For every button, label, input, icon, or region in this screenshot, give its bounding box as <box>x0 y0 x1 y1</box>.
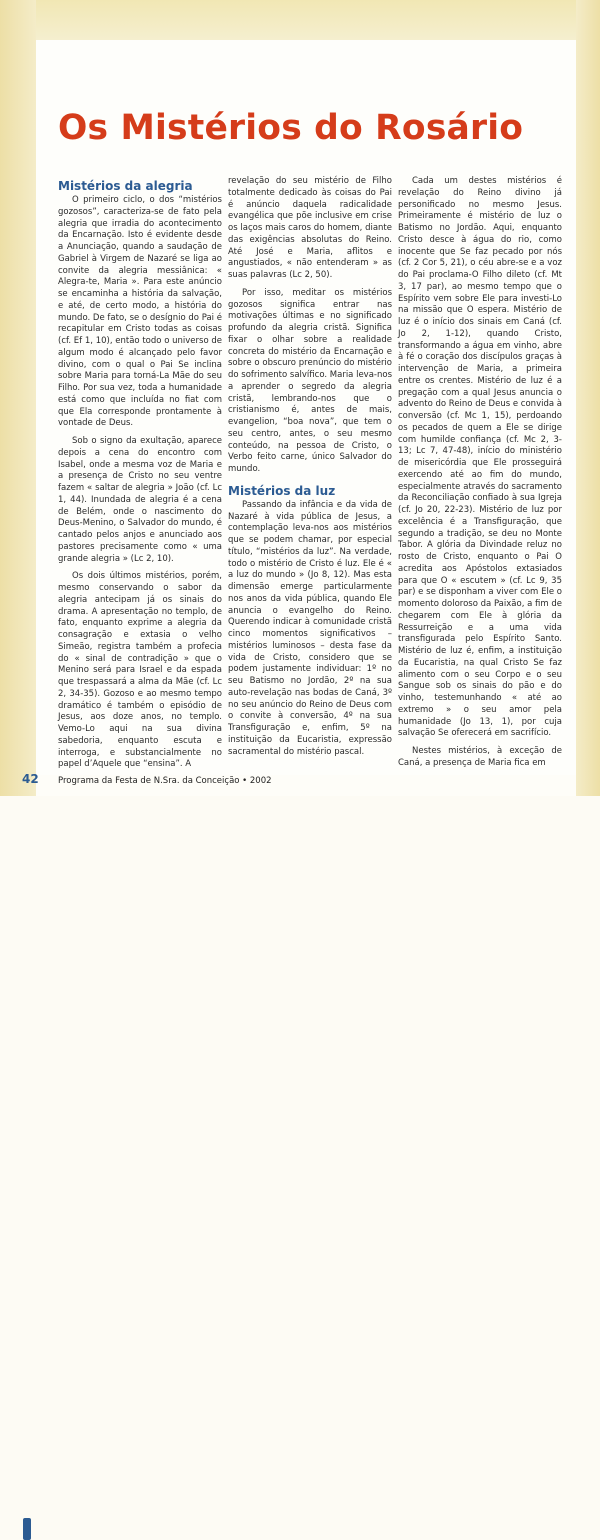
paragraph: revelação do seu mistério de Filho totalmente dedicado às coisas do Pai é anúncio daquela radicalidade evangélica que põe inclusive em crise os laços mais caros do homem, diante das exigências absolutas do Reino. Até José e Maria, aflitos e angustiados, « não entenderam » as suas palavras (Lc 2, 50). <box>228 176 392 280</box>
text-column-2 <box>228 176 392 764</box>
page-tab-marker-icon <box>20 1518 34 1540</box>
left-decorative-band <box>0 0 36 796</box>
section-heading-luz: Mistérios da luz <box>228 483 336 498</box>
paragraph: Passando da infância e da vida de Nazaré à vida pública de Jesus, a contemplação leva-nos aos mistérios que se podem chamar, por especial título, “mistérios da luz”. Na verdade, todo o mistério de Cristo é luz. Ele é « a luz do mundo » (Jo 8, 12). Mas esta dimensão emerge particularmente nos anos da vida pública, quando Ele anuncia o evangelho do Reino. Querendo indicar à comunidade cristã cinco momentos significativos – mistérios luminosos – desta fase da vida de Cristo, considero que se podem justamente individuar: 1º no seu Batismo no Jordão, 2º na sua auto-revelação nas bodas de Caná, 3º no seu anúncio do Reino de Deus com o convite à conversão, 4º na sua Transfiguração e, enfim, 5º na instituição da Eucaristia, expressão sacramental do mistério pascal. <box>228 499 392 757</box>
paragraph: Cada um destes mistérios é revelação do Reino divino já personificado no mesmo Jesus. Primeiramente é mistério de luz o Batismo no Jordão. Aqui, enquanto Cristo desce à água do rio, como inocente que Se faz pecado por nós (cf. 2 Cor 5, 21), o céu abre-se e a voz do Pai proclama-O Filho dileto (cf. Mt 3, 17 par), ao mesmo tempo que o Espírito vem sobre Ele para investi-Lo na missão que O espera. Mistério de luz é o início dos sinais em Caná (cf. Jo 2, 1-12), quando Cristo, transformando a água em vinho, abre à fé o coração dos discípulos graças à intervenção de Maria, a primeira entre os crentes. Mistério de luz é a pregação com a qual Jesus anuncia o advento do Reino de Deus e convida à conversão (cf. Mc 1, 15), perdoando os pecados de quem a Ele se dirige com humilde confiança (cf. Mc 2, 3-13; Lc 7, 47-48), início do ministério de misericórdia que Ele prosseguirá exercendo até ao fim do mundo, especialmente através do sacramento da Reconciliação confiado à sua Igreja (cf. Jo 20, 22-23). Mistério de luz por excelência é a Transfiguração, que segundo a tradição, se deu no Monte Tabor. A glória da Divindade reluz no rosto de Cristo, enquanto o Pai O acredita aos Apóstolos extasiados para que O « escutem » (cf. Lc 9, 35 par) e se disponham a viver com Ele o momento doloroso da Paixão, a fim de chegarem com Ele à glória da Ressurreição e a uma vida transfigurada pelo Espírito Santo. Mistério de luz é, enfim, a instituição da Eucaristia, na qual Cristo Se faz alimento com o seu Corpo e o seu Sangue sob os sinais do pão e do vinho, testemunhando « até ao extremo » o seu amor pela humanidade (Jo 13, 1), por cuja salvação Se oferecerá em sacrifício. <box>398 176 562 739</box>
page-title: Os Mistérios do Rosário <box>58 108 524 148</box>
right-decorative-band <box>576 0 600 796</box>
paragraph: O primeiro ciclo, o dos “mistérios gozosos”, caracteriza-se de fato pela alegria que irradia do acontecimento da Encarnação. Isto é evidente desde a Anunciação, quando a saudação de Gabriel à Virgem de Nazaré se liga ao convite da alegria messiânica: « Alegra-te, Maria ». Para este anúncio se encaminha a história da salvação, e até, de certo modo, a história do mundo. De fato, se o desígnio do Pai é recapitular em Cristo todas as coisas (cf. Ef 1, 10), então todo o universo de algum modo é alcançado pelo favor divino, com o qual o Pai Se inclina sobre Maria para torná-La Mãe do seu Filho. Por sua vez, toda a humanidade está como que incluída no fiat com que Ela corresponde prontamente à vontade de Deus. <box>58 195 222 429</box>
page-number: 42 <box>22 772 39 786</box>
paragraph: Sob o signo da exultação, aparece depois a cena do encontro com Isabel, onde a mesma voz de Maria e a presença de Cristo no seu ventre fazem « saltar de alegria » João (cf. Lc 1, 44). Inundada de alegria é a cena de Belém, onde o nascimento do Deus-Menino, o Salvador do mundo, é cantado pelos anjos e anunciado aos pastores precisamente como « uma grande alegria » (Lc 2, 10). <box>58 436 222 564</box>
footer-text: Programa da Festa de N.Sra. da Conceição • 2002 <box>58 776 272 786</box>
top-decorative-band <box>0 0 600 40</box>
text-column-3 <box>398 176 562 776</box>
section-heading-alegria: Mistérios da alegria <box>58 179 193 193</box>
paragraph: Por isso, meditar os mistérios gozosos significa entrar nas motivações últimas e no significado profundo da alegria cristã. Significa fixar o olhar sobre a realidade concreta do mistério da Encarnação e sobre o obscuro prenúncio do mistério do sofrimento salvífico. Maria leva-nos a aprender o segredo da alegria cristã, lembrando-nos que o cristianismo é, antes de mais, evangelion, “boa nova”, que tem o seu centro, antes, o seu mesmo conteúdo, na pessoa de Cristo, o Verbo feito carne, único Salvador do mundo. <box>228 287 393 474</box>
paragraph: Os dois últimos mistérios, porém, mesmo conservando o sabor da alegria antecipam já os sinais do drama. A apresentação no templo, de fato, enquanto exprime a alegria da consagração e extasia o velho Simeão, registra também a profecia do « sinal de contradição » que o Menino será para Israel e da espada que trespassará a alma da Mãe (cf. Lc 2, 34-35). Gozoso e ao mesmo tempo dramático é também o episódio de Jesus, aos doze anos, no templo. Vemo-Lo aqui na sua divina sabedoria, enquanto escuta e interroga, e substancialmente no papel d’Aquele que “ensina”. A <box>58 571 222 770</box>
text-column-1 <box>58 176 222 777</box>
paragraph: Nestes mistérios, à exceção de Caná, a presença de Maria fica em <box>398 746 562 768</box>
